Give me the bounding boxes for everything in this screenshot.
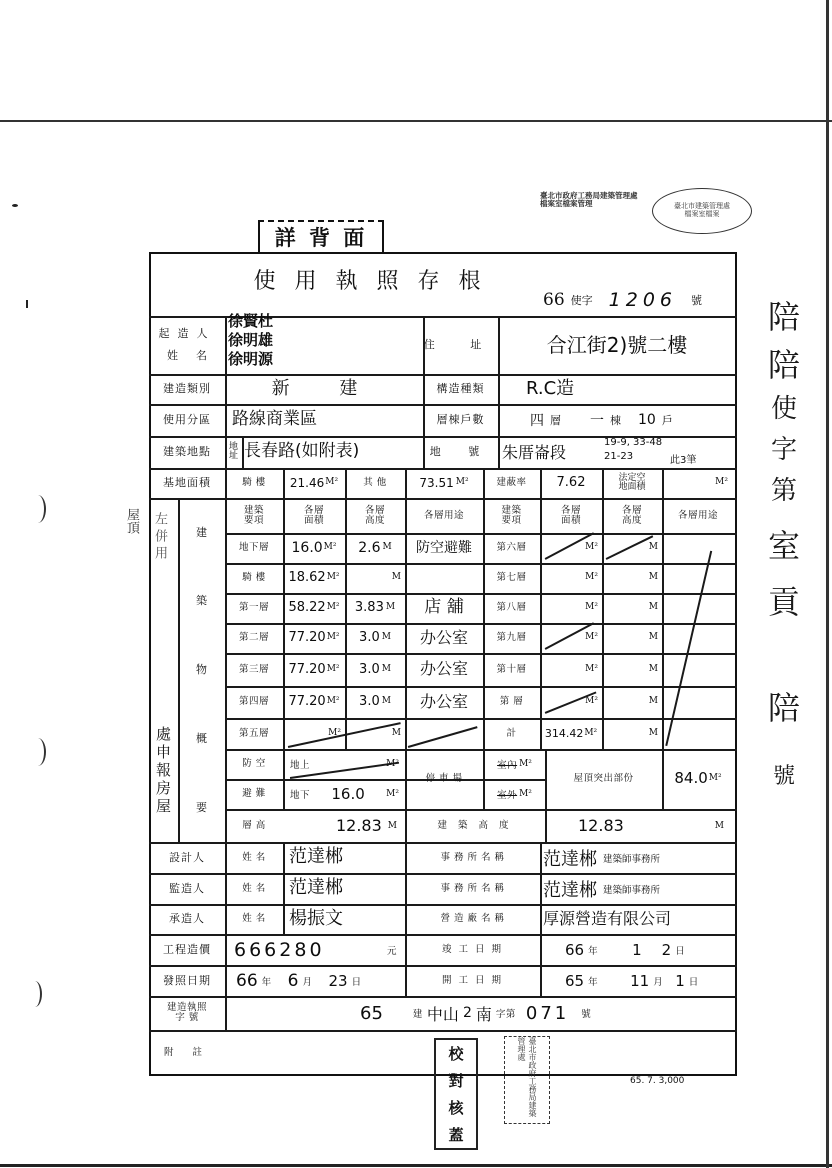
shelter-above-label: 地上 [290,760,311,771]
floor-left-4-height: 3.0 M [359,661,391,677]
applicant-name-1: 徐賢杜 [228,312,274,330]
build-type-label: 建造類別 [163,382,211,396]
area-label: 基地面積 [163,476,211,490]
building-height-value: 12.83 M [578,816,724,835]
build-type-value: 新 建 [271,377,380,399]
note-label: 附 註 [163,1047,211,1059]
scan-edge-bottom [0,1164,832,1167]
buildings-count-value: 一 [590,413,604,429]
story-height-value: 12.83 M [335,816,397,835]
floor-left-6-name: 第五層 [238,727,269,739]
header-label: 詳 背 面 [274,225,368,250]
col-height-header: 各層 高度 [364,504,385,526]
floor-left-2-height: 3.83 M [354,600,396,616]
license-suffix: 號 [691,294,702,307]
floor-left-1-name: 騎 樓 [242,572,266,584]
zoning-value: 路線商業區 [232,409,317,430]
shelter-below-value: 16.0 [331,785,365,803]
floor-left-3-area: 77.20 M² [288,630,340,646]
applicant-name-3: 徐明源 [228,350,274,368]
buildings-count-unit: 棟 [610,414,622,427]
designer-label: 設計人 [169,850,205,864]
col-height-header-right: 各層 高度 [621,504,642,526]
floor-right-1-name: 第七層 [496,572,527,584]
margin-marks: 左 併 用 [152,512,167,560]
license-number [543,288,733,312]
scan-speck [28,981,42,1007]
margin-apply: 處申報房屋 [154,726,172,816]
roof-value: 84.0 M² [674,769,722,788]
floor-right-5-name: 第 層 [499,696,524,708]
floor-left-1-height: M [391,572,401,583]
floor-right-0-name: 第六層 [496,542,527,554]
start-date: 65 年 11 月 1 日 [565,971,699,990]
stamp-line4: 檔案室檔案 [684,210,720,218]
floor-right-4-name: 第十層 [496,663,527,675]
col-use-header-right: 各層用途 [677,509,718,521]
location-sub-2: 址 [228,451,238,461]
location-sub-1: 地 [228,441,238,452]
shelter-below: 地下 16.0 M² [290,785,399,803]
col-item-header: 建築 要項 [243,504,264,526]
lot-label: 地 號 [429,445,492,459]
margin-roof-note: 屋頂 [124,508,139,534]
designer-office: 范達郴 建築師事務所 [543,848,661,870]
header-label-box [258,220,384,254]
floor-left-5-height: 3.0 M [359,694,391,710]
floor-left-5-area: 77.20 M² [288,694,340,710]
office-stamp: 臺北市政府工務局建築管理處 [504,1036,550,1124]
scan-speck [12,204,18,207]
openspace-label-1: 法定空 [618,472,646,483]
supervisor-name-label: 姓 名 [242,882,266,894]
archive-stamp [540,192,655,242]
location-value: 長春路(如附表) [244,441,360,462]
floor-left-5-name: 第四層 [238,696,269,708]
scan-speck [30,495,46,523]
scan-speck [30,738,46,766]
stamp-line3: 臺北市建築管理處 [674,202,730,211]
shelter-below-label: 地下 [290,790,311,801]
stamp-line1: 臺北市政府工務局建築管理處 [540,191,638,200]
location-label: 建築地點 [163,445,211,459]
openspace-label-2: 地面積 [618,482,646,492]
floor-right-3-name: 第九層 [496,632,527,644]
done-date-label: 竣 工 日 期 [441,943,504,955]
designer-name-label: 姓 名 [242,851,266,863]
supervisor-label: 監造人 [169,881,205,895]
lot-value [500,436,734,468]
total-area: 314.42 M² [544,726,598,740]
contractor-name-label: 姓 名 [242,913,266,925]
households-count-unit: 戶 [661,414,674,427]
floor-left-4-area: 77.20 M² [288,661,340,677]
floors-count-unit: 層 [550,414,562,427]
supervisor-name: 范達郴 [289,877,343,899]
license-num: 1206 [608,289,677,311]
form-title: 使 用 執 照 存 根 [253,269,487,295]
floor-left-0-height: 2.6 M [358,539,392,556]
license-prefix: 使字 [570,294,593,307]
section-label: 建 築 物 概 要 [196,525,207,814]
floor-left-4-name: 第三層 [238,663,269,675]
location-sub [225,436,242,468]
floor-left-2-area: 58.22 M² [288,600,340,616]
parking-outdoor: 室外 M² [497,789,532,801]
arcade-area [283,468,345,498]
floor-left-6-area: M² [328,727,341,738]
cost-value: 666280 元 [234,938,397,961]
shelter-above: 地上 M² [290,759,399,771]
supervisor-office-label: 事 務 所 名 稱 [440,882,505,894]
applicant-names [228,312,418,378]
applicant-label: 起造人 姓名 [158,327,225,362]
cost-label: 工程造價 [163,942,211,956]
floor-left-0-area: 16.0 M² [291,539,337,556]
floor-left-2-use: 店 舖 [424,597,464,618]
designer-office-label: 事 務 所 名 稱 [440,851,505,863]
floor-left-4-use: 办公室 [419,659,468,679]
other-area [405,468,483,498]
lot-detail-3: 此3筆 [670,455,697,466]
issue-label: 發照日期 [163,973,211,987]
openspace-label [602,468,662,498]
structure-label: 構造種類 [436,382,485,396]
start-date-label: 開 工 日 期 [441,974,504,986]
contractor-name: 楊振文 [289,907,343,929]
floor-left-2-name: 第一層 [238,602,269,614]
scan-edge-top [0,120,832,122]
right-bleed: 陪 陪 使 字 第 室 貢 陪 號 [767,298,800,789]
issue-date: 66 年 6 月 23 日 [236,970,362,991]
col-area-header-right: 各層 面積 [560,504,581,526]
address-label: 住 址 [423,338,498,352]
coverage-value: 7.62 [556,475,586,491]
approval-stamp: 校 對 核 蓋 [434,1038,478,1150]
floor-left-5-use: 办公室 [419,691,468,711]
floors-count [500,404,734,436]
lot-section: 朱厝崙段 [502,443,567,462]
lot-detail-1: 19-9, 33-48 [604,437,663,448]
permit-number: 65 建 中山 2 南 字第 071 號 [360,1002,592,1024]
contractor-firm-label: 營 造 廠 名 稱 [440,913,505,925]
permit-label: 建造執照 字 號 [166,1002,207,1023]
floor-right-2-name: 第八層 [496,602,527,614]
scan-speck [18,300,28,308]
zoning-label: 使用分區 [163,413,211,427]
lot-detail-2: 21-23 [604,451,634,462]
address-value: 合江街2)號二樓 [546,332,688,357]
designer-name: 范達郴 [289,846,343,868]
floors-count-label: 層棟戶數 [436,413,485,427]
applicant-name-2: 徐明雄 [228,331,274,349]
floor-left-6-height: M [391,727,401,738]
floor-left-3-use: 办公室 [419,627,468,647]
coverage-label: 建蔽率 [496,477,527,489]
arcade-area-unit: M² [325,477,339,488]
floor-left-0-use: 防空避難 [416,539,472,556]
shelter-label-1: 防 空 [242,758,266,770]
floor-left-1-area: 18.62 M² [288,570,340,586]
arcade-label: 騎 樓 [242,477,266,489]
printer-code: 65. 7. 3,000 [630,1076,685,1086]
building-height-label: 建 築 高 度 [437,819,513,831]
floor-left-3-name: 第二層 [238,632,269,644]
floor-left-3-height: 3.0 M [359,630,391,646]
supervisor-office: 范達郴 建築師事務所 [543,879,661,901]
households-count-value: 10 [638,412,656,428]
roof-label: 屋頂突出部份 [573,773,634,785]
done-date: 66 年 1 2 日 [565,940,686,959]
arcade-area-value: 21.46 [289,475,325,490]
license-year: 66 [543,290,565,310]
other-area-unit: M² [455,477,469,488]
floors-count-value: 四 [530,413,544,429]
other-area-value: 73.51 [419,475,454,490]
archive-stamp-oval [652,188,752,234]
structure-value: R.C造 [526,377,575,399]
floor-right-6-name: 計 [506,727,517,739]
story-height-label: 層 高 [242,819,266,831]
contractor-firm: 厚源營造有限公司 [543,908,672,928]
parking-label: 停 車 場 [425,773,463,785]
col-use-header: 各層用途 [423,509,464,521]
col-item-header-right: 建築 要項 [501,504,522,526]
col-area-header: 各層 面積 [303,504,324,526]
parking-indoor: 室內 M² [497,759,532,771]
contractor-label: 承造人 [169,912,205,926]
scan-edge-right [826,0,829,1168]
other-label: 其 他 [363,477,387,489]
stamp-line2: 檔案室檔案管理 [540,199,593,209]
floor-left-0-name: 地下層 [238,542,269,554]
openspace-unit: M² [715,477,728,488]
shelter-label-2: 避 難 [242,788,266,800]
